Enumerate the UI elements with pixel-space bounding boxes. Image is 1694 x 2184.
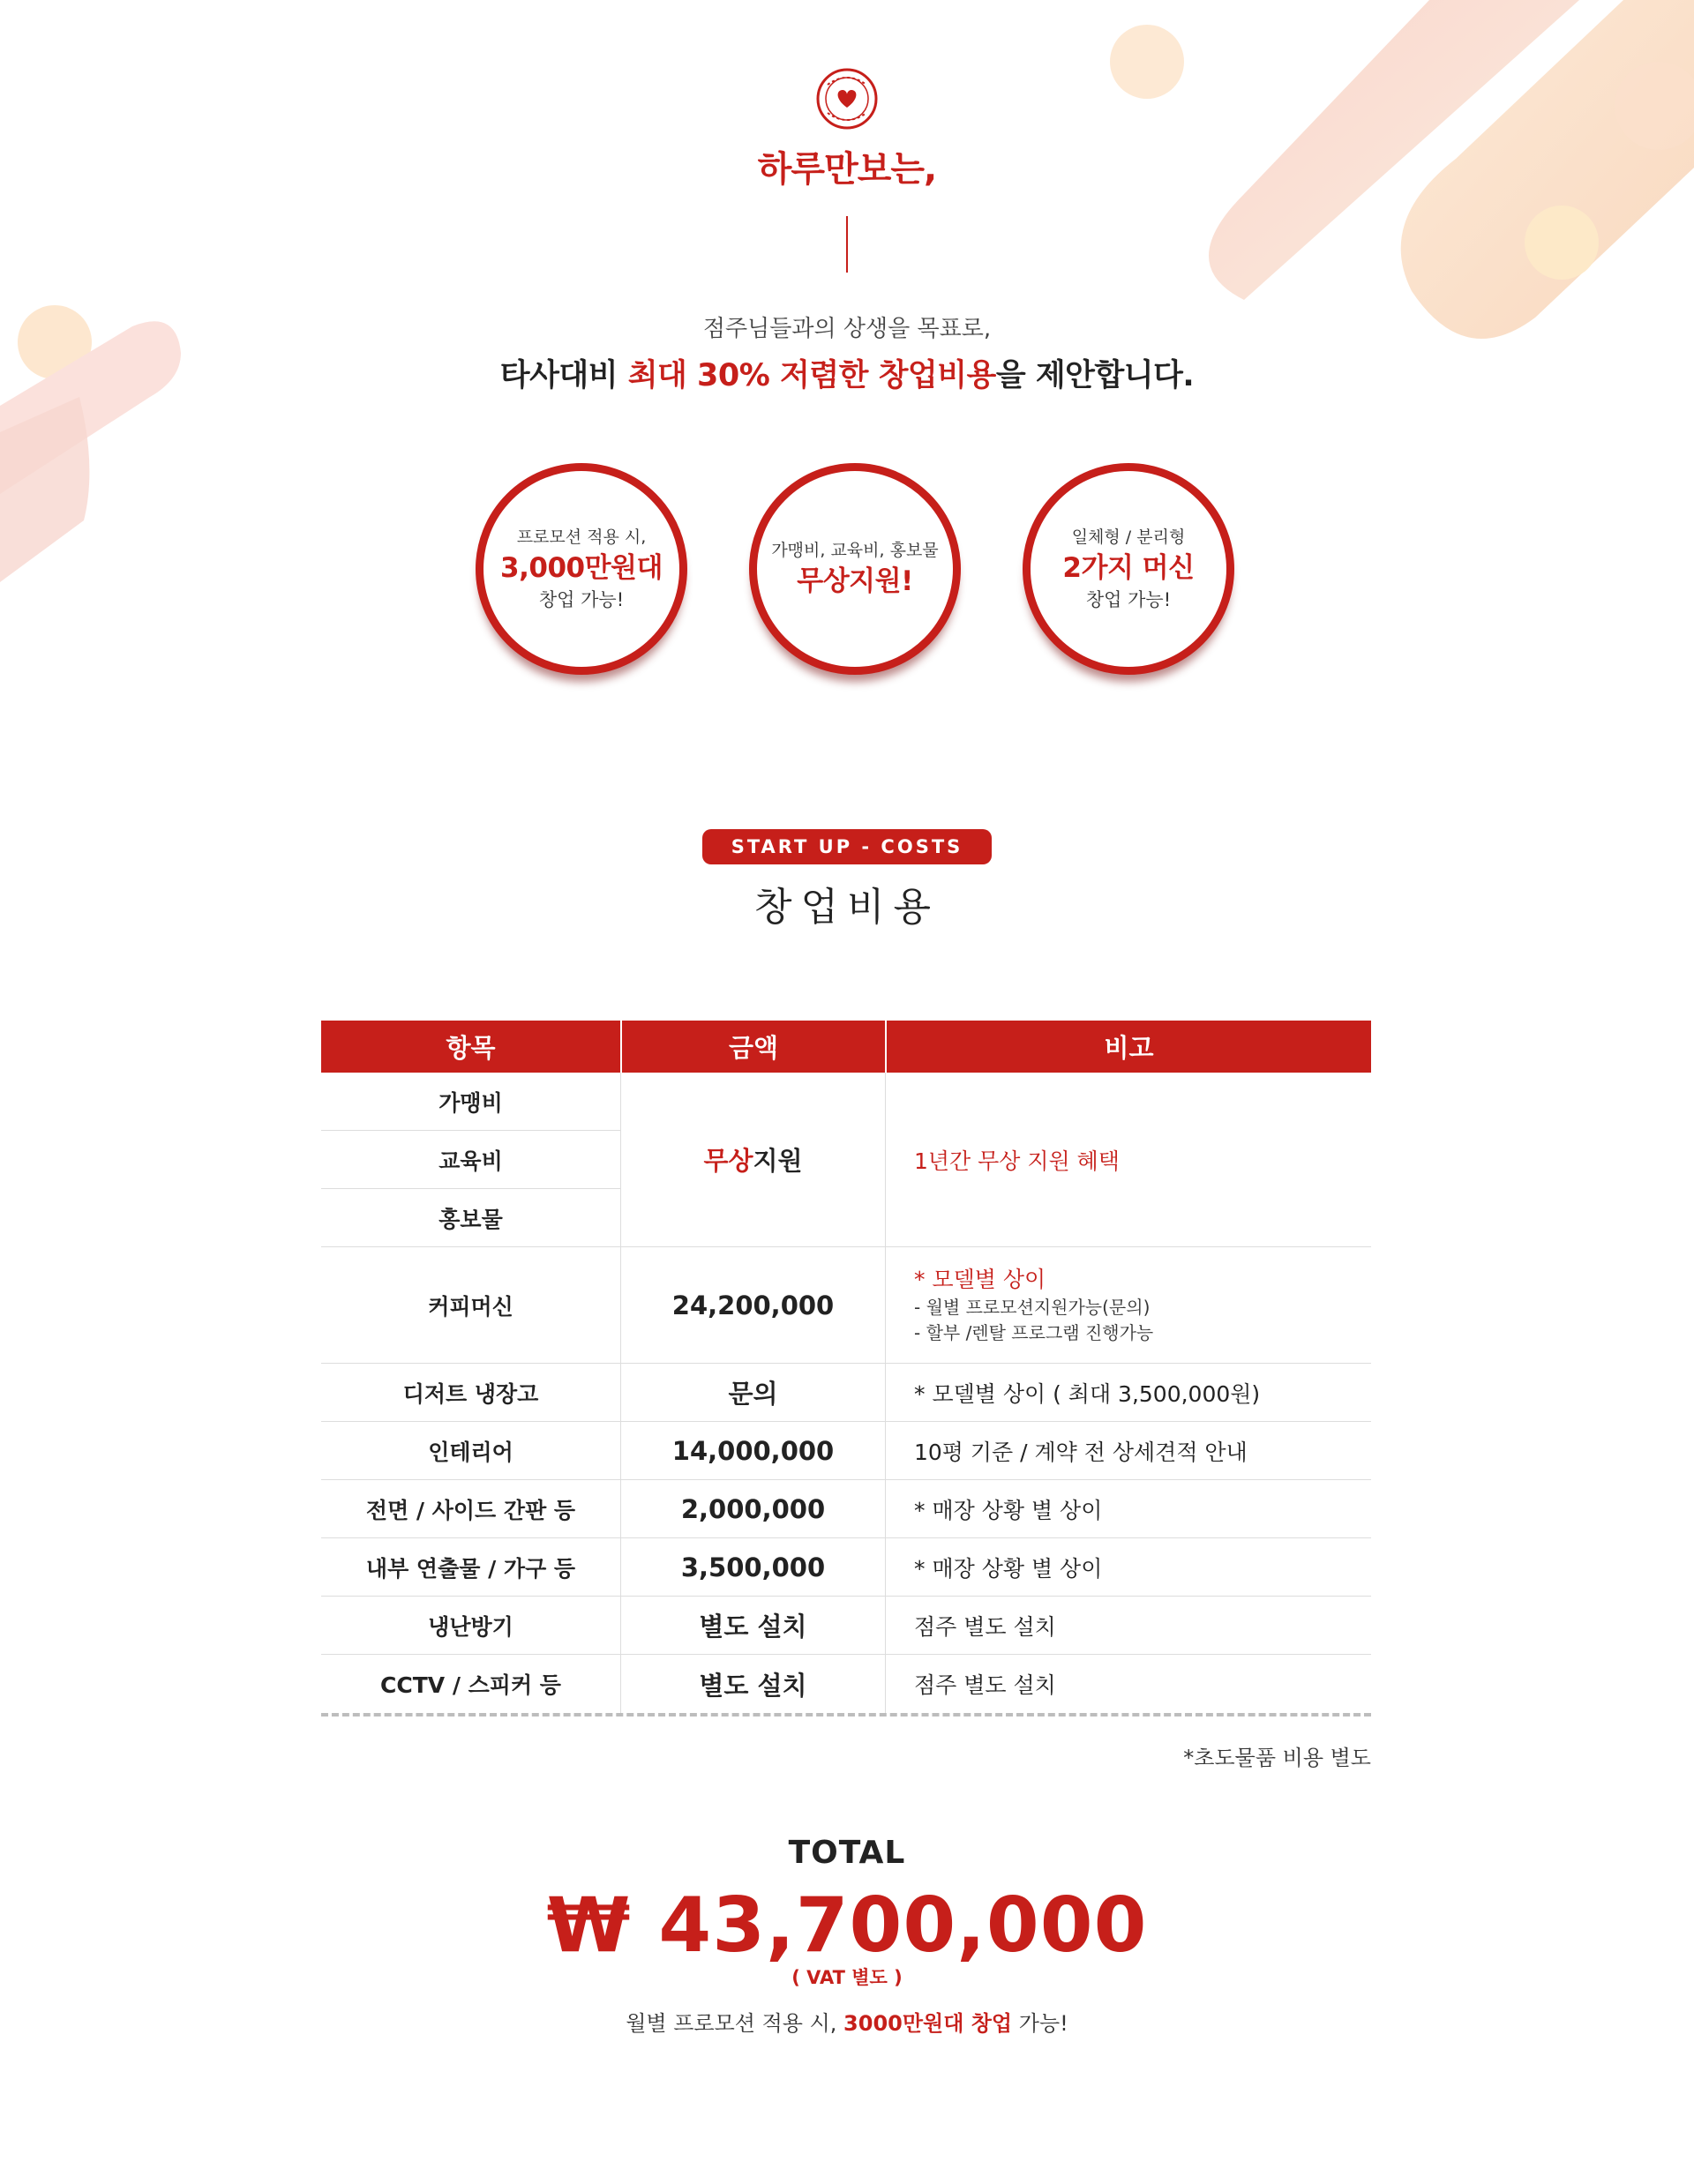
table-row-note: 점주 별도 설치 bbox=[914, 1672, 1056, 1698]
headline-pre: 타사대비 bbox=[499, 358, 628, 393]
table-row-note: 1년간 무상 지원 혜택 bbox=[886, 1073, 1371, 1247]
highlight-small: 가맹비, 교육비, 홍보물 bbox=[771, 541, 939, 560]
table-row-item: 인테리어 bbox=[321, 1422, 621, 1480]
promo-note bbox=[0, 2006, 1694, 2037]
table-row-amount: 3,500,000 bbox=[621, 1538, 886, 1597]
table-row-item: 냉난방기 bbox=[321, 1597, 621, 1655]
headline bbox=[0, 351, 1694, 395]
highlight-big: 2가지 머신 bbox=[1062, 552, 1195, 584]
highlight-bottom: 창업 가능! bbox=[538, 589, 625, 610]
headline-highlight: 최대 30% 저렴한 창업비용 bbox=[627, 358, 996, 393]
highlight-circle-support bbox=[749, 463, 961, 675]
highlight-bottom: 창업 가능! bbox=[1085, 589, 1172, 610]
header-item: 항목 bbox=[321, 1021, 620, 1073]
table-row-note: * 매장 상황 별 상이 bbox=[886, 1538, 1371, 1597]
table-row-item: 가맹비 bbox=[321, 1073, 621, 1131]
total-amount: ₩ 43,700,000 bbox=[546, 1881, 1148, 1970]
table-row-amount: 별도 설치 bbox=[621, 1597, 886, 1655]
table-row-note: 점주 별도 설치 bbox=[886, 1597, 1371, 1655]
note-sub: - 월별 프로모션지원가능(문의) bbox=[914, 1296, 1151, 1318]
section-badge: START UP - COSTS bbox=[702, 829, 992, 864]
table-row-amount: 별도 설치 bbox=[621, 1655, 886, 1713]
highlight-circle-price bbox=[476, 463, 687, 675]
intro-text: 점주님들과의 상생을 목표로, bbox=[702, 316, 992, 342]
table-bottom-divider bbox=[321, 1713, 1371, 1717]
table-row-amount: 24,200,000 bbox=[621, 1247, 886, 1364]
promo-pre: 월별 프로모션 적용 시, bbox=[626, 2011, 844, 2036]
note-main: * 모델별 상이 bbox=[914, 1266, 1046, 1292]
table-row-item: 전면 / 사이드 간판 등 bbox=[321, 1480, 621, 1538]
table-row-note: * 모델별 상이 ( 최대 3,500,000원) bbox=[886, 1364, 1371, 1422]
table-row-amount: 2,000,000 bbox=[621, 1480, 886, 1538]
table-row-item: 내부 연출물 / 가구 등 bbox=[321, 1538, 621, 1597]
total-label: TOTAL bbox=[788, 1835, 906, 1871]
table-footnote: *초도물품 비용 별도 bbox=[1183, 1746, 1371, 1770]
table-row-amount: 문의 bbox=[621, 1364, 886, 1422]
table-row-note bbox=[886, 1247, 1371, 1364]
table-row-note: * 매장 상황 별 상이 bbox=[886, 1480, 1371, 1538]
header-note: 비고 bbox=[887, 1021, 1371, 1073]
note-sub: - 할부 /렌탈 프로그램 진행가능 bbox=[914, 1321, 1154, 1343]
headline-post: 을 제안합니다. bbox=[995, 358, 1195, 393]
highlight-small: 프로모션 적용 시, bbox=[516, 527, 647, 547]
promo-post: 가능! bbox=[1012, 2011, 1068, 2036]
amount-free: 무상 bbox=[703, 1146, 753, 1176]
highlight-big: 무상지원! bbox=[797, 565, 913, 597]
brand-name: 하루만보는, bbox=[757, 149, 937, 190]
heart-seal-icon bbox=[815, 67, 879, 131]
table-row-item: CCTV / 스피커 등 bbox=[321, 1655, 621, 1713]
table-row-amount: 14,000,000 bbox=[621, 1422, 886, 1480]
divider-line bbox=[846, 216, 848, 273]
highlight-small: 일체형 / 분리형 bbox=[1071, 527, 1186, 547]
amount-support: 지원 bbox=[753, 1146, 803, 1176]
section-title: 창업비용 bbox=[753, 885, 940, 930]
table-row-amount bbox=[621, 1073, 886, 1247]
cost-table bbox=[321, 1021, 1371, 1726]
table-row-item: 디저트 냉장고 bbox=[321, 1364, 621, 1422]
highlight-circle-machine bbox=[1023, 463, 1234, 675]
vat-note: ( VAT 별도 ) bbox=[791, 1967, 903, 1988]
table-row-item: 교육비 bbox=[321, 1131, 621, 1189]
promo-highlight: 3000만원대 창업 bbox=[843, 2011, 1013, 2036]
table-row-item: 홍보물 bbox=[321, 1189, 621, 1247]
table-row-note: 10평 기준 / 계약 전 상세견적 안내 bbox=[886, 1422, 1371, 1480]
table-row-item: 커피머신 bbox=[321, 1247, 621, 1364]
highlight-big: 3,000만원대 bbox=[500, 552, 663, 584]
header-amount: 금액 bbox=[622, 1021, 885, 1073]
